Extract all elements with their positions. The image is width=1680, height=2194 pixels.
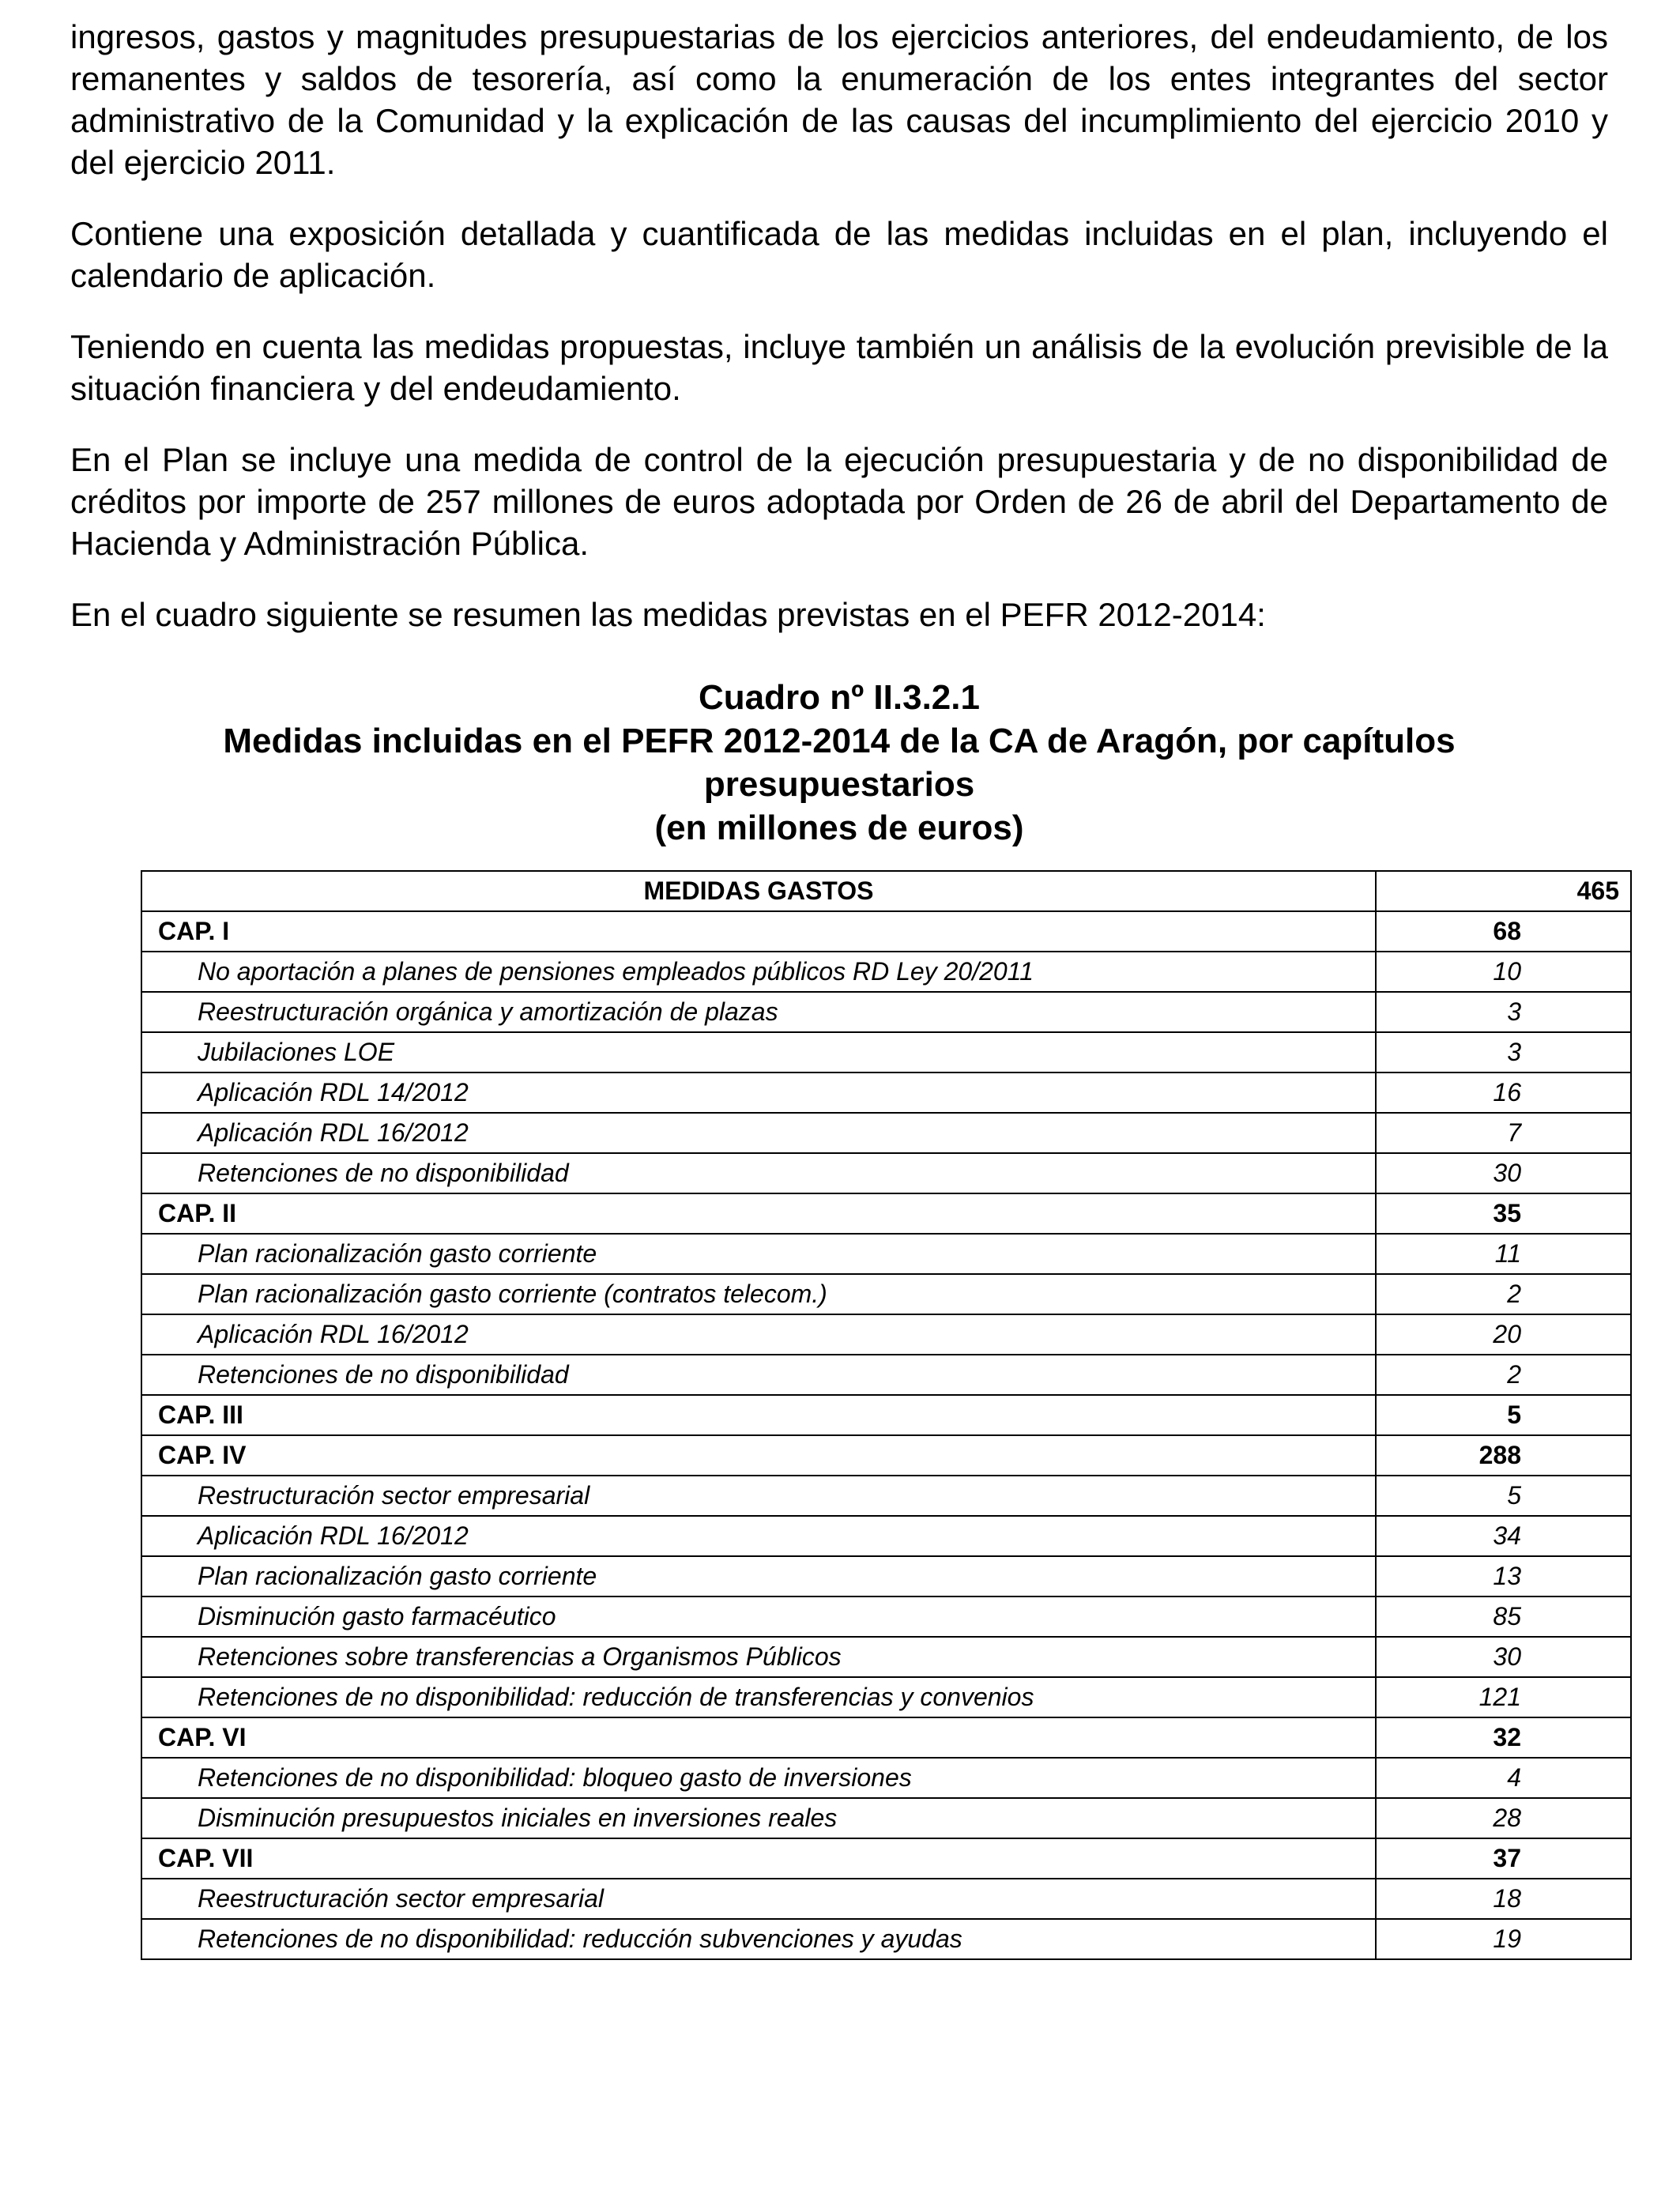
chapter-row <box>141 1838 1631 1879</box>
measure-label: Retenciones sobre transferencias a Organismos Públicos <box>141 1637 1376 1677</box>
chapter-value: 68 <box>1376 911 1631 952</box>
paragraph: En el cuadro siguiente se resumen las medidas previstas en el PEFR 2012-2014: <box>70 596 1266 633</box>
measure-label: Aplicación RDL 16/2012 <box>141 1516 1376 1556</box>
paragraph: Teniendo en cuenta las medidas propuestas, incluye también un análisis de la evolución previsible de la situación financiera y del endeudamiento. <box>70 328 1608 407</box>
measure-value: 30 <box>1376 1153 1631 1193</box>
measures-table <box>141 870 1632 1960</box>
measure-value: 3 <box>1376 1032 1631 1072</box>
header-label: MEDIDAS GASTOS <box>141 871 1376 911</box>
measure-label: Disminución gasto farmacéutico <box>141 1596 1376 1637</box>
measure-value: 10 <box>1376 952 1631 992</box>
measures-table-body <box>141 871 1631 1959</box>
chapter-row <box>141 1435 1631 1476</box>
measure-label: Aplicación RDL 16/2012 <box>141 1113 1376 1153</box>
chapter-value: 32 <box>1376 1717 1631 1758</box>
measure-row <box>141 1113 1631 1153</box>
measure-value: 2 <box>1376 1274 1631 1314</box>
measure-row <box>141 1072 1631 1113</box>
measure-label: No aportación a planes de pensiones empleados públicos RD Ley 20/2011 <box>141 952 1376 992</box>
measure-label: Plan racionalización gasto corriente <box>141 1556 1376 1596</box>
measures-table-container <box>141 870 1630 1960</box>
measure-value: 20 <box>1376 1314 1631 1355</box>
measure-label: Jubilaciones LOE <box>141 1032 1376 1072</box>
measure-value: 30 <box>1376 1637 1631 1677</box>
measure-label: Plan racionalización gasto corriente (contratos telecom.) <box>141 1274 1376 1314</box>
chapter-row <box>141 1193 1631 1234</box>
chapter-label: CAP. IV <box>141 1435 1376 1476</box>
header-total-value: 465 <box>1376 871 1631 911</box>
chapter-label: CAP. III <box>141 1395 1376 1435</box>
measure-value: 7 <box>1376 1113 1631 1153</box>
chapter-value: 35 <box>1376 1193 1631 1234</box>
chapter-value: 37 <box>1376 1838 1631 1879</box>
measure-label: Retenciones de no disponibilidad: reducción de transferencias y convenios <box>141 1677 1376 1717</box>
body-text <box>70 16 1608 635</box>
measure-value: 4 <box>1376 1758 1631 1798</box>
caption-title-line-2: presupuestarios <box>703 765 975 804</box>
table-header-row <box>141 871 1631 911</box>
measure-value: 16 <box>1376 1072 1631 1113</box>
measure-label: Reestructuración orgánica y amortización de plazas <box>141 992 1376 1032</box>
chapter-row <box>141 1717 1631 1758</box>
chapter-value: 288 <box>1376 1435 1631 1476</box>
chapter-label: CAP. VII <box>141 1838 1376 1879</box>
measure-label: Disminución presupuestos iniciales en inversiones reales <box>141 1798 1376 1838</box>
measure-value: 5 <box>1376 1476 1631 1516</box>
measure-label: Retenciones de no disponibilidad: reducción subvenciones y ayudas <box>141 1919 1376 1959</box>
caption-number: Cuadro nº II.3.2.1 <box>699 678 980 717</box>
measure-value: 18 <box>1376 1879 1631 1919</box>
measure-row <box>141 1637 1631 1677</box>
measure-row <box>141 1234 1631 1274</box>
chapter-row <box>141 911 1631 952</box>
chapter-label: CAP. I <box>141 911 1376 952</box>
paragraph: Contiene una exposición detallada y cuantificada de las medidas incluidas en el plan, incluyendo el calendario de aplicación. <box>70 215 1608 294</box>
measure-row <box>141 1919 1631 1959</box>
measure-row <box>141 1516 1631 1556</box>
paragraph: En el Plan se incluye una medida de control de la ejecución presupuestaria y de no disponibilidad de créditos por importe de 257 millones de euros adoptada por Orden de 26 de abril del Departamento de Hacienda y Administración Pública. <box>70 441 1608 562</box>
measure-row <box>141 992 1631 1032</box>
measure-row <box>141 1476 1631 1516</box>
measure-row <box>141 1798 1631 1838</box>
measure-value: 121 <box>1376 1677 1631 1717</box>
measure-value: 3 <box>1376 992 1631 1032</box>
measure-row <box>141 1274 1631 1314</box>
measure-label: Retenciones de no disponibilidad <box>141 1153 1376 1193</box>
caption-title-line-1: Medidas incluidas en el PEFR 2012-2014 de la CA de Aragón, por capítulos <box>223 722 1456 760</box>
measure-label: Reestructuración sector empresarial <box>141 1879 1376 1919</box>
measure-row <box>141 1032 1631 1072</box>
measure-row <box>141 1596 1631 1637</box>
chapter-label: CAP. VI <box>141 1717 1376 1758</box>
measure-label: Aplicación RDL 14/2012 <box>141 1072 1376 1113</box>
paragraph: ingresos, gastos y magnitudes presupuestarias de los ejercicios anteriores, del endeudamiento, de los remanentes y saldos de tesorería, así como la enumeración de los entes integrantes del sector administrativo de la Comunidad y la explicación de las causas del incumplimiento del ejercicio 2010 y del ejercicio 2011. <box>70 18 1608 181</box>
chapter-row <box>141 1395 1631 1435</box>
measure-row <box>141 1355 1631 1395</box>
measure-row <box>141 1677 1631 1717</box>
measure-label: Retenciones de no disponibilidad <box>141 1355 1376 1395</box>
measure-label: Aplicación RDL 16/2012 <box>141 1314 1376 1355</box>
measure-label: Plan racionalización gasto corriente <box>141 1234 1376 1274</box>
chapter-value: 5 <box>1376 1395 1631 1435</box>
measure-value: 19 <box>1376 1919 1631 1959</box>
measure-row <box>141 1758 1631 1798</box>
measure-value: 34 <box>1376 1516 1631 1556</box>
measure-value: 28 <box>1376 1798 1631 1838</box>
measure-row <box>141 1879 1631 1919</box>
table-caption <box>70 676 1608 850</box>
measure-value: 11 <box>1376 1234 1631 1274</box>
measure-value: 13 <box>1376 1556 1631 1596</box>
chapter-label: CAP. II <box>141 1193 1376 1234</box>
measure-label: Retenciones de no disponibilidad: bloqueo gasto de inversiones <box>141 1758 1376 1798</box>
measure-row <box>141 1153 1631 1193</box>
measure-row <box>141 952 1631 992</box>
caption-units: (en millones de euros) <box>654 809 1024 847</box>
measure-value: 2 <box>1376 1355 1631 1395</box>
measure-row <box>141 1556 1631 1596</box>
measure-row <box>141 1314 1631 1355</box>
measure-label: Restructuración sector empresarial <box>141 1476 1376 1516</box>
measure-value: 85 <box>1376 1596 1631 1637</box>
